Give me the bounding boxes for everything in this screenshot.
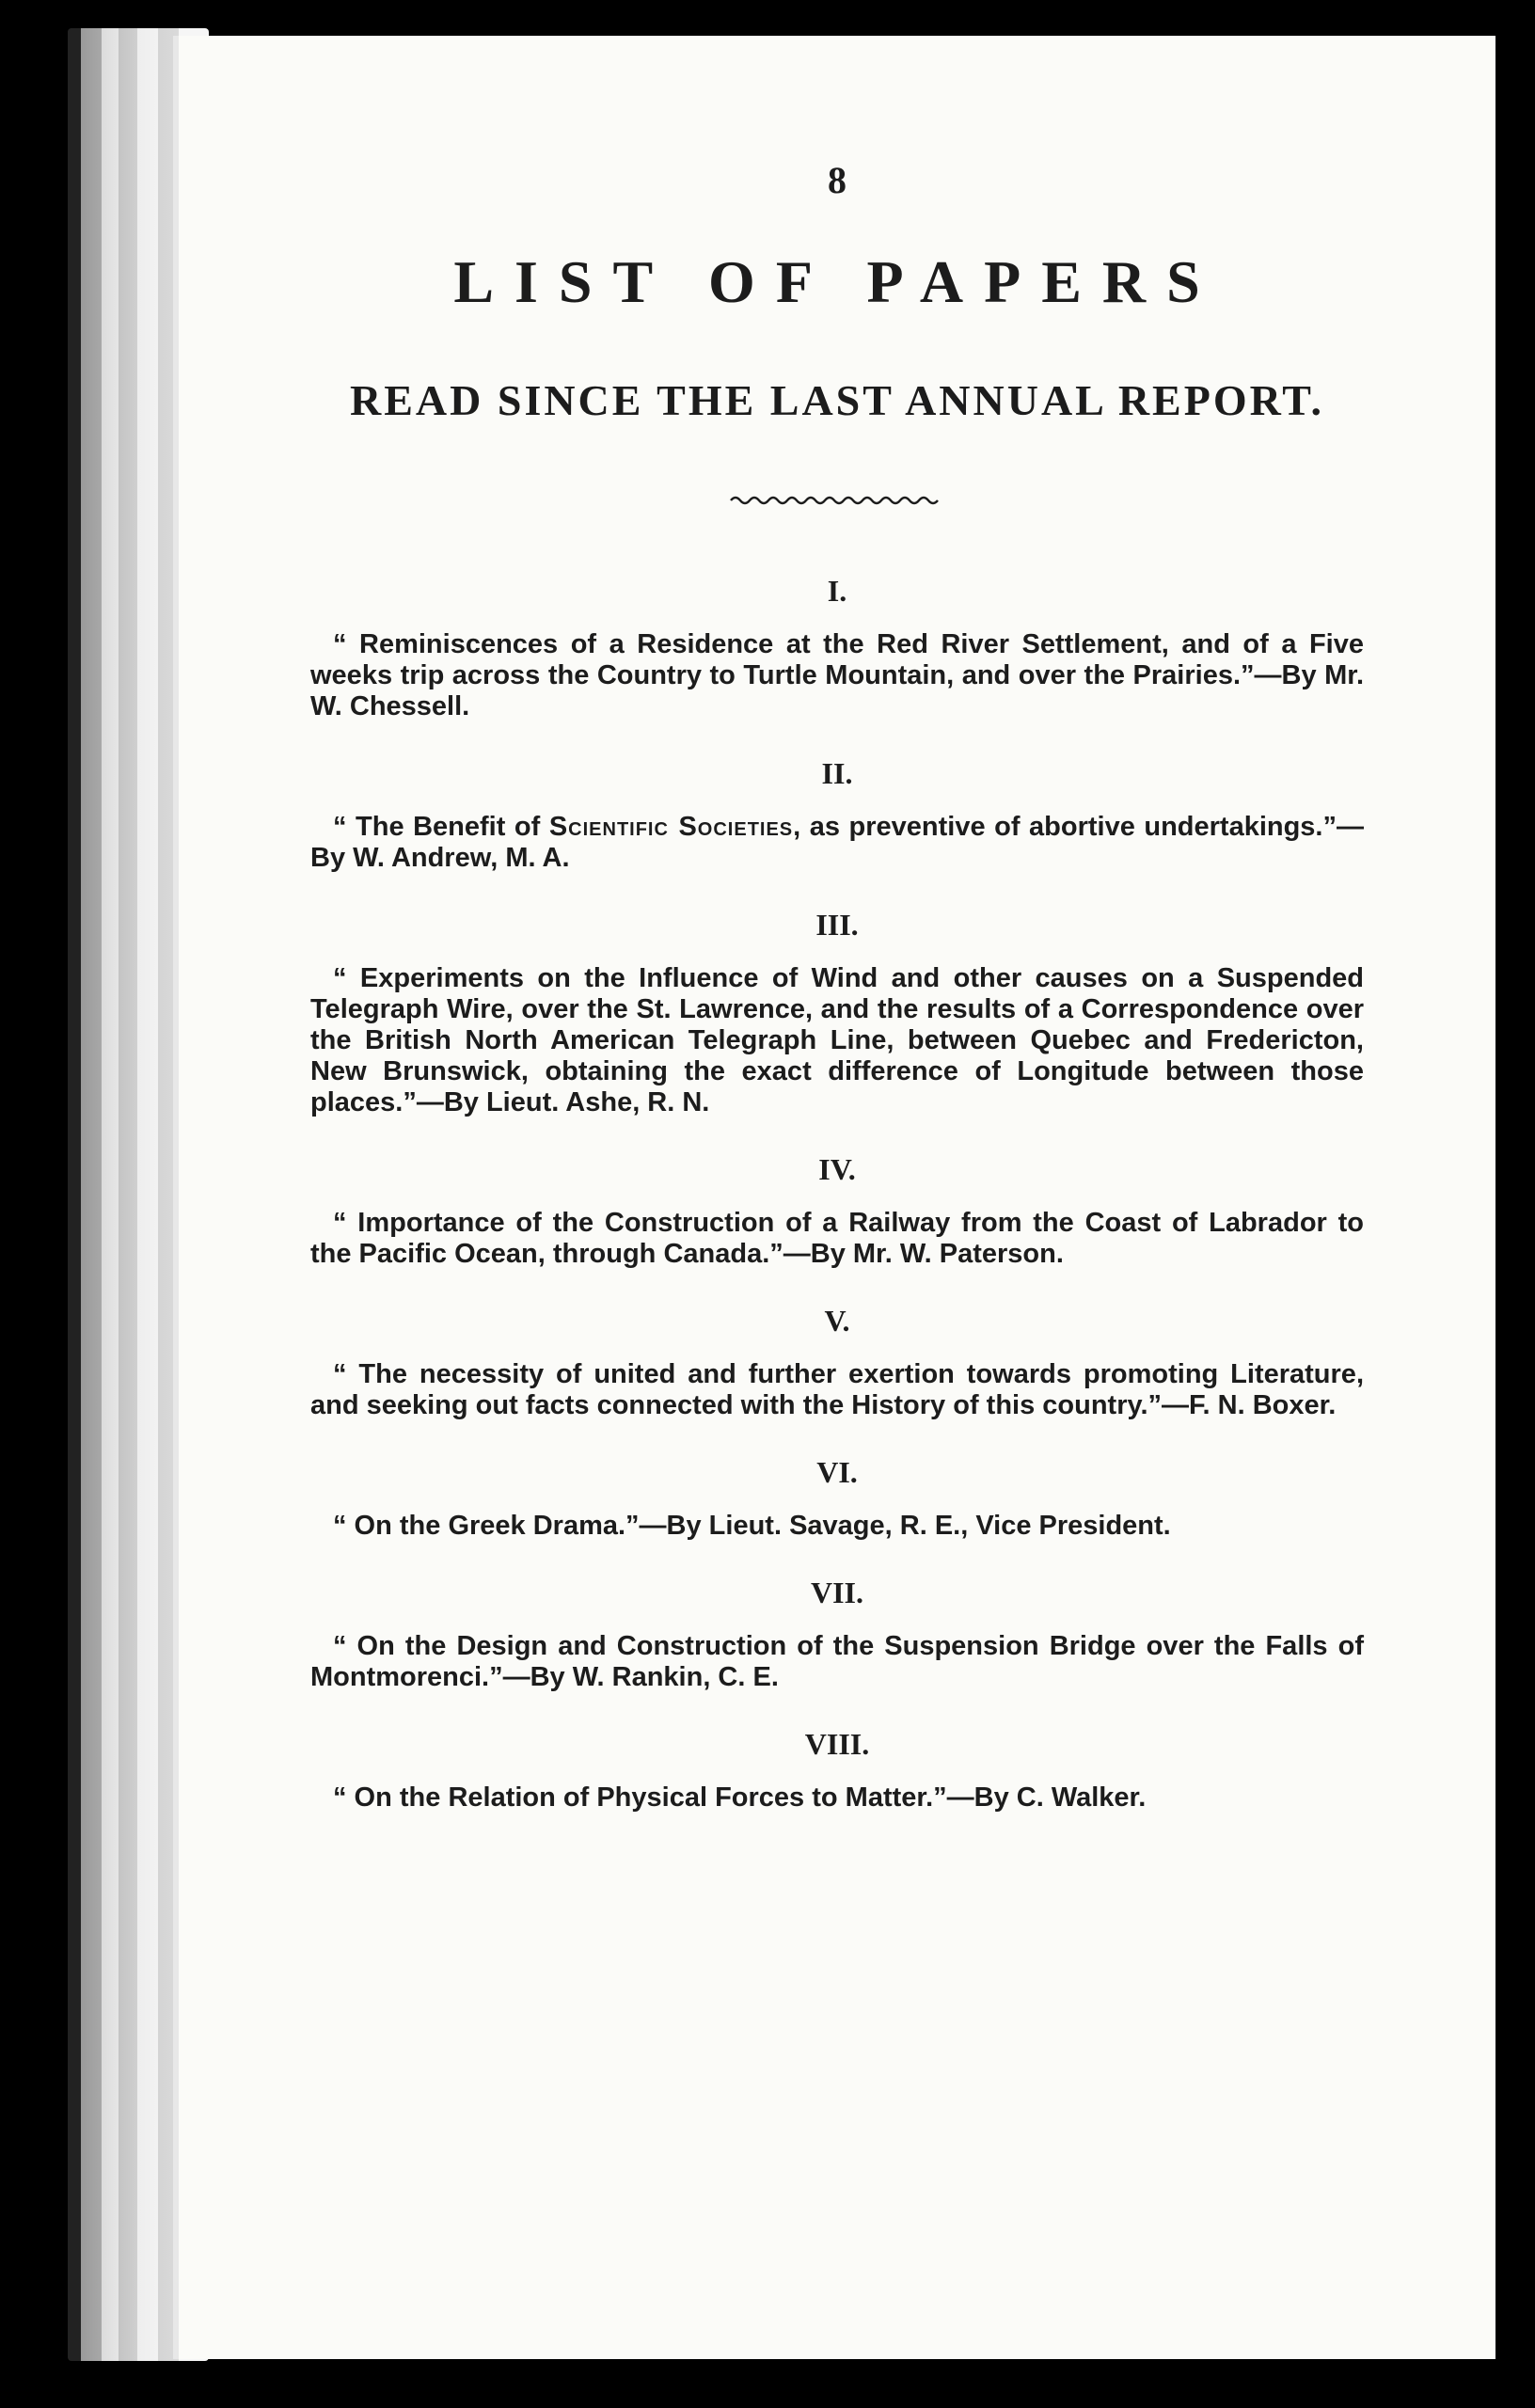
paper-entry-2	[310, 756, 1364, 874]
paper-numeral: I.	[827, 574, 847, 608]
page-content	[310, 158, 1364, 1847]
paper-numeral: II.	[821, 756, 853, 790]
paper-entry-4	[310, 1152, 1364, 1270]
paper-entry-1	[310, 574, 1364, 722]
paper-entry-5	[310, 1304, 1364, 1421]
paper-text: “ The necessity of united and further exertion towards promoting Literature, and seeking out facts connected with the History of this country.”—F. N. Boxer.	[310, 1359, 1364, 1420]
paper-text-part: , as preventive of abortive undertakings.”—By W. Andrew, M. A.	[310, 812, 1364, 873]
paper-entry-8	[310, 1727, 1364, 1814]
paper-text: “ Reminiscences of a Residence at the Red River Settlement, and of a Five weeks trip across the Country to Turtle Mountain, and over the Prairies.”—By Mr. W. Chessell.	[310, 629, 1364, 721]
paper-text	[310, 812, 1364, 874]
paper-numeral: IV.	[818, 1152, 856, 1186]
paper-text: “ Experiments on the Influence of Wind and other causes on a Suspended Telegraph Wire, over the St. Lawrence, and the results of a Correspondence over the British North American Telegraph Line, between Quebec and Fredericton, New Brunswick, obtaining the exact difference of Longitude between those places.”—By Lieut. Ashe, R. N.	[310, 963, 1364, 1117]
paper-numeral: VII.	[810, 1576, 863, 1609]
paper-entry-7	[310, 1576, 1364, 1693]
paper-text: “ On the Design and Construction of the Suspension Bridge over the Falls of Montmorenci.”—By W. Rankin, C. E.	[310, 1631, 1364, 1692]
book-page	[179, 36, 1495, 2359]
page-title: LIST OF PAPERS	[453, 248, 1221, 315]
paper-text-smallcaps: Scientific Societies	[548, 812, 794, 842]
page-subtitle: READ SINCE THE LAST ANNUAL REPORT.	[350, 376, 1324, 424]
paper-numeral: VI.	[816, 1455, 858, 1489]
paper-numeral: V.	[824, 1304, 850, 1338]
wavy-rule-ornament	[729, 491, 945, 508]
paper-text: “ Importance of the Construction of a Railway from the Coast of Labrador to the Pacific Ocean, through Canada.”—By Mr. W. Paterson.	[310, 1208, 1364, 1269]
paper-numeral: VIII.	[804, 1727, 870, 1761]
paper-text-part: “ The Benefit of	[333, 812, 549, 842]
paper-numeral: III.	[815, 908, 859, 942]
paper-entry-6	[310, 1455, 1364, 1542]
page-number: 8	[828, 159, 847, 201]
paper-text: “ On the Greek Drama.”—By Lieut. Savage, R. E., Vice President.	[333, 1511, 1171, 1541]
paper-entry-3	[310, 908, 1364, 1118]
paper-text: “ On the Relation of Physical Forces to Matter.”—By C. Walker.	[333, 1782, 1147, 1813]
